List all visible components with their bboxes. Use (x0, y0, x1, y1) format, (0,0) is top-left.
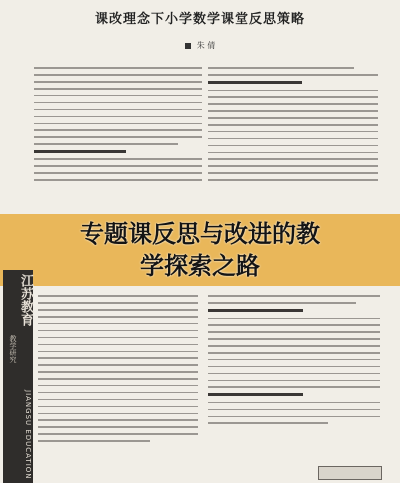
text-column-right-top (208, 62, 378, 212)
text-column-left-bottom (38, 290, 198, 475)
text-column-right-bottom (208, 290, 380, 460)
banner-line-1: 专题课反思与改进的教 (80, 220, 320, 248)
journal-english-name: JIANGSU EDUCATION (24, 390, 32, 480)
article-author (0, 40, 400, 51)
journal-column-name: 教学研究 (9, 335, 17, 363)
footer-section-box (318, 466, 382, 480)
banner-line-2: 学探索之路 (140, 252, 260, 280)
text-column-left-top (34, 62, 202, 212)
article-title: 课改理念下小学数学课堂反思策略 (94, 12, 305, 27)
journal-name: 江苏教育 (18, 274, 33, 326)
author-marker-icon (185, 43, 191, 49)
banner-headline (0, 218, 400, 282)
author-name: 朱 倩 (196, 41, 216, 50)
